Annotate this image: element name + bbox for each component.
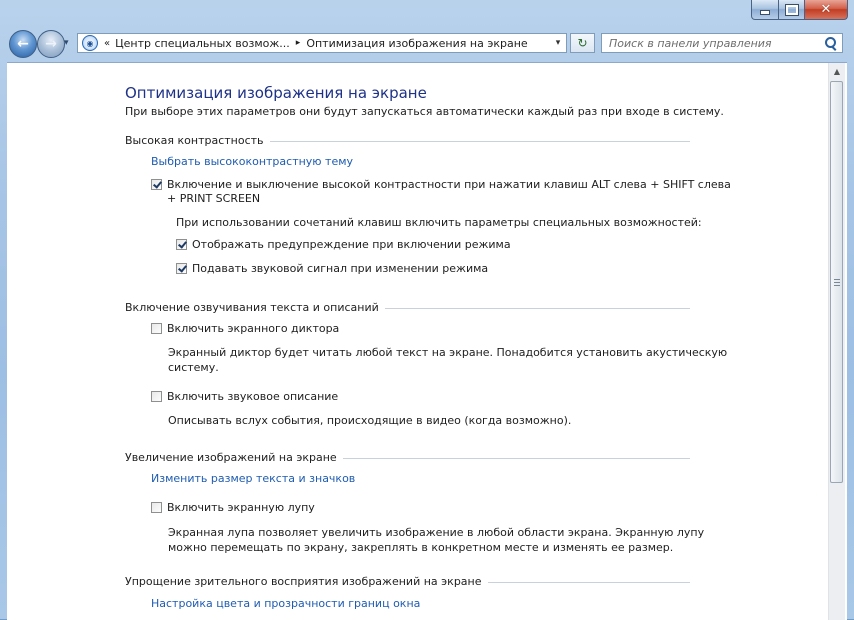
section-divider [343,458,690,459]
address-bar[interactable] [77,33,567,53]
show-warning-checkbox[interactable] [176,239,187,250]
audio-description-checkbox[interactable] [151,391,162,402]
maximize-button[interactable] [779,0,805,20]
label-line-2: + PRINT SCREEN [167,192,261,205]
play-sound-option[interactable] [176,262,488,276]
address-dropdown-icon[interactable]: ▾ [555,38,561,48]
section-narration [125,300,690,314]
vertical-scrollbar[interactable] [828,63,845,620]
window-color-link[interactable]: Настройка цвета и прозрачности границ окна [151,597,421,610]
section-divider [270,141,690,142]
refresh-button[interactable] [570,33,595,53]
scrollbar-thumb[interactable] [830,81,843,483]
label-line-1: Включение и выключение высокой контрастности при нажатии клавиш ALT слева + SHIFT слева [167,178,731,191]
show-warning-option[interactable] [176,238,511,252]
checkbox-label [167,178,731,206]
section-title: Увеличение изображений на экране [125,450,337,464]
choose-high-contrast-theme-link[interactable]: Выбрать высококонтрастную тему [151,155,354,168]
narrator-option[interactable] [151,322,339,336]
magnifier-description [168,525,704,555]
desc-line-1: Экранная лупа позволяет увеличить изображение в любой области экрана. Экранную лупу [168,526,705,539]
close-button[interactable] [805,0,848,20]
breadcrumb-overflow-chevron[interactable]: « [104,37,111,49]
minimize-icon [760,10,770,15]
checkbox-label: Включить экранного диктора [167,322,340,335]
high-contrast-hotkey-checkbox[interactable] [151,179,162,190]
search-input[interactable] [602,34,819,52]
page-title: Оптимизация изображения на экране [125,84,427,102]
breadcrumb-item-current[interactable]: Оптимизация изображения на экране [306,36,528,50]
breadcrumb-separator-icon[interactable]: ▸ [295,38,301,48]
magnifier-option[interactable] [151,501,315,515]
play-sound-checkbox[interactable] [176,263,187,274]
section-title: Включение озвучивания текста и описаний [125,300,379,314]
arrow-left-icon: ← [17,36,29,52]
section-title: Высокая контрастность [125,133,264,147]
hotkey-intro-text: При использовании сочетаний клавиш включить параметры специальных возможностей: [176,216,702,229]
minimize-button[interactable] [751,0,779,20]
checkbox-label: Отображать предупреждение при включении режима [192,238,511,251]
section-magnify [125,450,690,464]
arrow-right-icon: → [45,36,57,52]
high-contrast-hotkey-option[interactable] [151,178,731,206]
content-pane [7,62,847,620]
navigation-bar [0,26,854,60]
audio-description-text: Описывать вслух события, происходящие в видео (когда возможно). [168,414,572,427]
close-icon: ✕ [820,2,832,17]
narrator-description [168,345,727,375]
section-high-contrast [125,133,690,147]
page-subtitle: При выборе этих параметров они будут запускаться автоматически каждый раз при входе в систему. [125,105,724,118]
maximize-icon [786,5,798,15]
scroll-up-arrow-icon[interactable]: ▲ [833,67,841,76]
desc-line-2: можно перемещать по экрану, закреплять в конкретном месте и изменять ее размер. [168,541,674,554]
section-divider [385,308,690,309]
refresh-icon: ↻ [577,36,588,50]
audio-description-option[interactable] [151,390,338,404]
window-controls [751,0,848,20]
checkbox-label: Включить звуковое описание [167,390,339,403]
forward-button[interactable] [37,30,65,58]
section-simplify [125,574,690,588]
search-icon[interactable] [825,37,836,48]
grip-icon [834,279,840,288]
change-text-size-link[interactable]: Изменить размер текста и значков [151,472,356,485]
narrator-checkbox[interactable] [151,323,162,334]
section-title: Упрощение зрительного восприятия изображений на экране [125,574,482,588]
title-bar [0,0,854,24]
breadcrumb-item-ease-of-access[interactable]: Центр специальных возмож... [115,36,290,50]
search-box [601,33,843,53]
control-panel-icon: ◉ [82,35,98,51]
desc-line-1: Экранный диктор будет читать любой текст на экране. Понадобится установить акустическую [168,346,728,359]
magnifier-checkbox[interactable] [151,502,162,513]
checkbox-label: Включить экранную лупу [167,501,315,514]
desc-line-2: систему. [168,361,219,374]
section-divider [488,582,690,583]
checkbox-label: Подавать звуковой сигнал при изменении режима [192,262,489,275]
recent-pages-dropdown[interactable]: ▾ [64,38,69,48]
back-button[interactable] [9,30,37,58]
